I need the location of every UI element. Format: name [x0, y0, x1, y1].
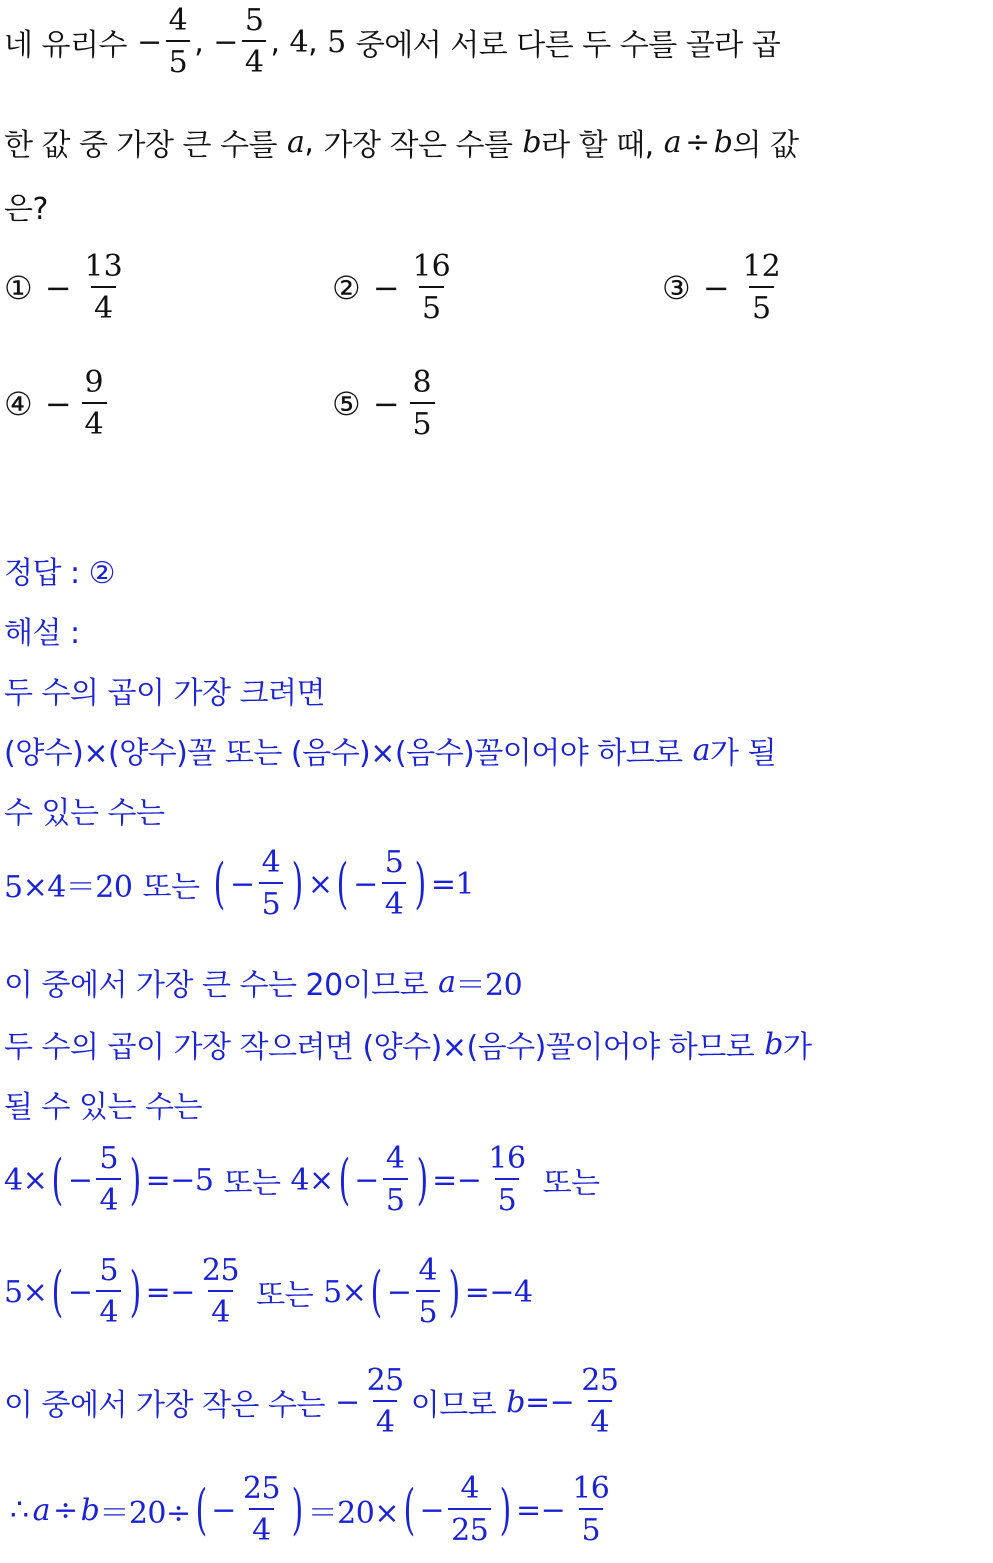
explanation-line-2: (양수)×(양수)꼴 또는 (음수)×(음수)꼴이어야 하므로 a 가 될 — [4, 732, 777, 771]
choice-4[interactable]: ④ − $\frac{9}{4}$ — [4, 368, 111, 440]
explanation-line-1: 두 수의 곱이 가장 크려면 — [4, 676, 325, 711]
explanation-line-6: 두 수의 곱이 가장 작으려면 (양수)×(음수)꼴이어야 하므로 b 가 — [4, 1026, 812, 1065]
explanation-line-10: 이 중에서 가장 작은 수는 − $\frac{25}{4}$ 이므로 b =− $\frac{25}{4}$ — [4, 1363, 619, 1440]
choice-5[interactable]: ⑤ − $\frac{8}{5}$ — [332, 368, 439, 440]
explanation-line-7: 될 수 있는 수는 — [4, 1090, 202, 1125]
explanation-line-3: 수 있는 수는 — [4, 796, 165, 831]
fraction: $\frac{4}{5}$ — [166, 6, 191, 78]
question-line-1: 네 유리수 − $\frac{4}{5}$ , − $\frac{5}{4}$ , 4 , 5 중에서 서로 다른 두 수를 골라 곱 — [4, 3, 781, 80]
choice-2[interactable]: ② − $\frac{16}{5}$ — [332, 249, 451, 326]
fraction: $\frac{5}{4}$ — [242, 6, 267, 78]
question-line-2: 한 값 중 가장 큰 수를 a , 가장 작은 수를 b 라 할 때, a ÷ b 의 값 — [4, 124, 799, 163]
question-text: 네 유리수 — [4, 28, 127, 63]
explanation-line-9: 5× ( − $\frac{5}{4}$ ) =− $\frac{25}{4}$ 또는 5× ( − $\frac{4}{5}$ ) =−4 — [4, 1253, 533, 1330]
question-text: 중에서 서로 다른 두 수를 골라 곱 — [355, 28, 781, 63]
explanation-line-5: 이 중에서 가장 큰 수는 20이므로 a ＝20 — [4, 964, 523, 1003]
choice-3[interactable]: ③ − $\frac{12}{5}$ — [662, 249, 781, 326]
explanation-line-4: 5×4＝20 또는 ( − $\frac{4}{5}$ ) × ( − $\frac{5}{4}$ ) =1 — [4, 845, 475, 922]
explanation-line-8: 4× ( − $\frac{5}{4}$ ) =−5 또는 4× ( − $\frac{4}{5}$ ) =− $\frac{16}{5}$ 또는 — [4, 1141, 600, 1218]
question-line-3: 은? — [4, 192, 48, 227]
explanation-line-11: ∴ a ÷ b ＝20÷ ( − $\frac{25}{4}$ ) ＝20× ( − $\frac{4}{25}$ ) =− $\frac{16}{5}$ — [10, 1471, 610, 1548]
choice-1[interactable]: ① − $\frac{13}{4}$ — [4, 249, 123, 326]
answer-label: 정답 : ② — [4, 556, 116, 591]
minus-sign: − — [136, 24, 162, 60]
explanation-label: 해설 : — [4, 616, 80, 651]
